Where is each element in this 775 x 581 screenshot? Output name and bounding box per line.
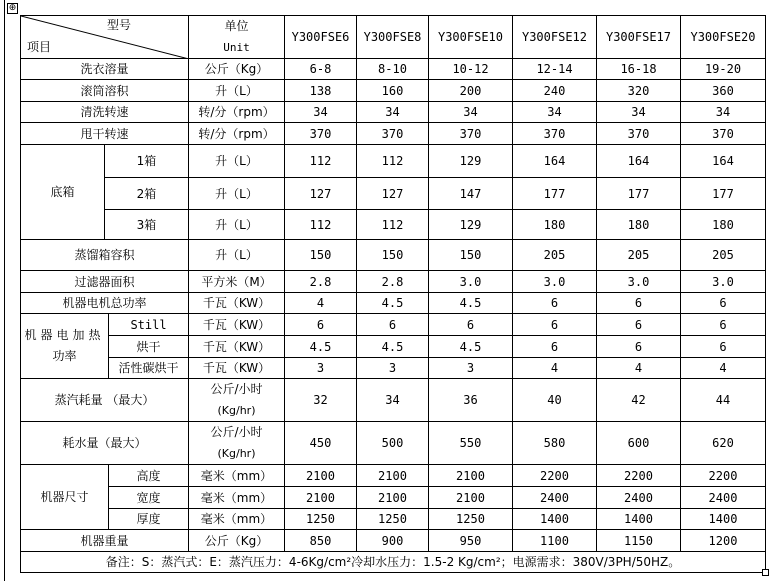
cell-value: 6: [597, 293, 681, 314]
cell-value: 44: [681, 379, 766, 422]
unit-header-cell: [189, 16, 285, 59]
table-row: [21, 178, 766, 210]
cell-value: 1400: [513, 509, 597, 530]
cell-value: 2200: [513, 465, 597, 487]
cell-value: 42: [597, 379, 681, 422]
table-row: [21, 102, 766, 123]
cell-value: 4.5: [429, 293, 513, 314]
cell-value: 1150: [597, 530, 681, 552]
cell-value: 4.5: [285, 336, 357, 358]
cell-value: 2400: [681, 487, 766, 509]
sub-label: 烘干: [109, 336, 189, 358]
cell-value: 205: [597, 240, 681, 271]
corner-header-cell: [21, 16, 189, 59]
model-header: Y300FSE20: [681, 16, 766, 59]
cell-value: 370: [357, 123, 429, 145]
row-unit: 毫米（mm）: [189, 487, 285, 509]
cell-value: 34: [681, 102, 766, 123]
cell-value: 6: [513, 314, 597, 336]
cell-value: 6: [681, 293, 766, 314]
model-header: Y300FSE8: [357, 16, 429, 59]
cell-value: 138: [285, 80, 357, 102]
cell-value: 900: [357, 530, 429, 552]
table-row: [21, 314, 766, 336]
cell-value: 3.0: [597, 271, 681, 293]
group-label-base-tank: 底箱: [21, 145, 105, 240]
cell-value: 6: [513, 293, 597, 314]
row-label: 蒸馏箱容积: [21, 240, 189, 271]
table-row: [21, 210, 766, 240]
row-unit: 升（L）: [189, 178, 285, 210]
cell-value: 2200: [681, 465, 766, 487]
cell-value: 150: [357, 240, 429, 271]
cell-value: 370: [429, 123, 513, 145]
row-label: 过滤器面积: [21, 271, 189, 293]
row-unit: 转/分（rpm）: [189, 123, 285, 145]
row-unit: 千瓦（KW）: [189, 314, 285, 336]
cell-value: 6: [357, 314, 429, 336]
cell-value: 370: [681, 123, 766, 145]
cell-value: 205: [513, 240, 597, 271]
row-unit: 千瓦（KW）: [189, 358, 285, 379]
cell-value: 164: [513, 145, 597, 178]
cell-value: 180: [513, 210, 597, 240]
table-row: [21, 271, 766, 293]
table-row: [21, 145, 766, 178]
cell-value: 34: [357, 379, 429, 422]
cell-value: 6: [681, 314, 766, 336]
item-header-label: 项目: [27, 40, 52, 54]
cell-value: 1100: [513, 530, 597, 552]
cell-value: 3: [357, 358, 429, 379]
table-row: [21, 336, 766, 358]
cell-value: 3.0: [681, 271, 766, 293]
cell-value: 164: [597, 145, 681, 178]
row-label: 滚筒溶积: [21, 80, 189, 102]
row-unit: 公斤（Kg）: [189, 530, 285, 552]
cell-value: 550: [429, 422, 513, 465]
sub-label: 高度: [109, 465, 189, 487]
model-header: Y300FSE10: [429, 16, 513, 59]
cell-value: 12-14: [513, 59, 597, 80]
row-unit: 升（L）: [189, 210, 285, 240]
cell-value: 620: [681, 422, 766, 465]
page-margin-line: [4, 0, 5, 581]
table-row: [21, 293, 766, 314]
cell-value: 177: [513, 178, 597, 210]
cell-value: 1250: [357, 509, 429, 530]
cell-value: 2400: [513, 487, 597, 509]
cell-value: 6: [597, 336, 681, 358]
cell-value: 112: [285, 210, 357, 240]
cell-value: 6: [513, 336, 597, 358]
cell-value: 34: [429, 102, 513, 123]
row-unit: 升（L）: [189, 240, 285, 271]
cell-value: 370: [285, 123, 357, 145]
cell-value: 34: [513, 102, 597, 123]
spec-table: [20, 15, 766, 573]
model-header-label: 型号: [107, 18, 132, 32]
cell-value: 160: [357, 80, 429, 102]
table-row: [21, 240, 766, 271]
table-row: [21, 465, 766, 487]
cell-value: 3.0: [513, 271, 597, 293]
cell-value: 147: [429, 178, 513, 210]
table-row: [21, 509, 766, 530]
cell-value: 164: [681, 145, 766, 178]
cell-value: 1200: [681, 530, 766, 552]
cell-value: 4: [597, 358, 681, 379]
cell-value: 34: [285, 102, 357, 123]
unit-header-en: Unit: [223, 41, 250, 54]
row-unit: 千瓦（KW）: [189, 336, 285, 358]
row-unit: 升（L）: [189, 145, 285, 178]
table-row: [21, 358, 766, 379]
cell-value: 2400: [597, 487, 681, 509]
cell-value: 850: [285, 530, 357, 552]
row-label: 蒸汽耗量 （最大）: [21, 379, 189, 422]
unit-line2: (Kg/hr): [217, 447, 256, 460]
cell-value: 2100: [357, 487, 429, 509]
cell-value: 205: [681, 240, 766, 271]
cell-value: 6: [285, 314, 357, 336]
row-unit: 千瓦（KW）: [189, 293, 285, 314]
cell-value: 177: [597, 178, 681, 210]
table-resize-handle-icon[interactable]: [762, 569, 769, 576]
cell-value: 500: [357, 422, 429, 465]
cell-value: 370: [597, 123, 681, 145]
table-move-handle-icon[interactable]: ⊕: [8, 3, 17, 13]
cell-value: 3: [429, 358, 513, 379]
cell-value: 4.5: [357, 336, 429, 358]
cell-value: 10-12: [429, 59, 513, 80]
model-header: Y300FSE12: [513, 16, 597, 59]
sub-label: 宽度: [109, 487, 189, 509]
cell-value: 320: [597, 80, 681, 102]
table-row: [21, 59, 766, 80]
cell-value: 4.5: [357, 293, 429, 314]
table-row: [21, 487, 766, 509]
cell-value: 180: [597, 210, 681, 240]
cell-value: 4: [513, 358, 597, 379]
cell-value: 180: [681, 210, 766, 240]
unit-line2: (Kg/hr): [217, 404, 256, 417]
cell-value: 4.5: [429, 336, 513, 358]
row-unit: 升（L）: [189, 80, 285, 102]
cell-value: 177: [681, 178, 766, 210]
cell-value: 1250: [429, 509, 513, 530]
cell-value: 4: [285, 293, 357, 314]
cell-value: 1400: [681, 509, 766, 530]
row-label: 甩干转速: [21, 123, 189, 145]
unit-line1: 公斤/小时: [210, 425, 263, 439]
cell-value: 950: [429, 530, 513, 552]
cell-value: 2200: [597, 465, 681, 487]
cell-value: 129: [429, 145, 513, 178]
cell-value: 150: [285, 240, 357, 271]
unit-header-cn: 单位: [224, 19, 249, 33]
header-row: [21, 16, 766, 59]
group-label-heating-power: [21, 314, 109, 379]
note-row: [21, 552, 766, 573]
cell-value: 2100: [429, 487, 513, 509]
cell-value: 40: [513, 379, 597, 422]
table-row: [21, 123, 766, 145]
cell-value: 2100: [285, 465, 357, 487]
model-header: Y300FSE17: [597, 16, 681, 59]
cell-value: 450: [285, 422, 357, 465]
cell-value: 360: [681, 80, 766, 102]
cell-value: 1250: [285, 509, 357, 530]
cell-value: 127: [285, 178, 357, 210]
cell-value: 4: [681, 358, 766, 379]
row-unit: 毫米（mm）: [189, 509, 285, 530]
note-text: 备注：S：蒸汽式：E：蒸汽压力：4-6Kg/cm²冷却水压力：1.5-2 Kg/cm²；电源需求：380V/3PH/50HZ。: [21, 552, 766, 573]
cell-value: 2100: [285, 487, 357, 509]
group-label-dimensions: 机器尺寸: [21, 465, 109, 530]
cell-value: 6: [681, 336, 766, 358]
table-row: [21, 422, 766, 465]
cell-value: 112: [285, 145, 357, 178]
row-label: 机器电机总功率: [21, 293, 189, 314]
cell-value: 112: [357, 210, 429, 240]
cell-value: 580: [513, 422, 597, 465]
cell-value: 150: [429, 240, 513, 271]
table-row: [21, 379, 766, 422]
row-unit: 平方米（M）: [189, 271, 285, 293]
cell-value: 19-20: [681, 59, 766, 80]
row-unit: [189, 379, 285, 422]
cell-value: 240: [513, 80, 597, 102]
cell-value: 36: [429, 379, 513, 422]
cell-value: 6: [429, 314, 513, 336]
cell-value: 16-18: [597, 59, 681, 80]
row-unit: 毫米（mm）: [189, 465, 285, 487]
row-label: 洗衣溶量: [21, 59, 189, 80]
row-label: 清洗转速: [21, 102, 189, 123]
row-unit: [189, 422, 285, 465]
cell-value: 3.0: [429, 271, 513, 293]
sub-label: 3箱: [105, 210, 189, 240]
cell-value: 8-10: [357, 59, 429, 80]
heating-label-line1: 机器电加热: [24, 328, 105, 342]
sub-label: 1箱: [105, 145, 189, 178]
cell-value: 200: [429, 80, 513, 102]
unit-line1: 公斤/小时: [210, 382, 263, 396]
cell-value: 3: [285, 358, 357, 379]
sub-label: Still: [109, 314, 189, 336]
row-label: 耗水量（最大）: [21, 422, 189, 465]
row-unit: 公斤（Kg）: [189, 59, 285, 80]
row-unit: 转/分（rpm）: [189, 102, 285, 123]
cell-value: 34: [357, 102, 429, 123]
cell-value: 2.8: [357, 271, 429, 293]
row-label: 机器重量: [21, 530, 189, 552]
sub-label: 活性碳烘干: [109, 358, 189, 379]
cell-value: 32: [285, 379, 357, 422]
cell-value: 600: [597, 422, 681, 465]
sub-label: 厚度: [109, 509, 189, 530]
heating-label-line2: 功率: [52, 349, 77, 363]
model-header: Y300FSE6: [285, 16, 357, 59]
cell-value: 2100: [357, 465, 429, 487]
cell-value: 2.8: [285, 271, 357, 293]
cell-value: 370: [513, 123, 597, 145]
cell-value: 2100: [429, 465, 513, 487]
table-row: [21, 80, 766, 102]
cell-value: 112: [357, 145, 429, 178]
cell-value: 129: [429, 210, 513, 240]
cell-value: 1400: [597, 509, 681, 530]
cell-value: 34: [597, 102, 681, 123]
table-row: [21, 530, 766, 552]
cell-value: 6: [597, 314, 681, 336]
sub-label: 2箱: [105, 178, 189, 210]
cell-value: 127: [357, 178, 429, 210]
cell-value: 6-8: [285, 59, 357, 80]
